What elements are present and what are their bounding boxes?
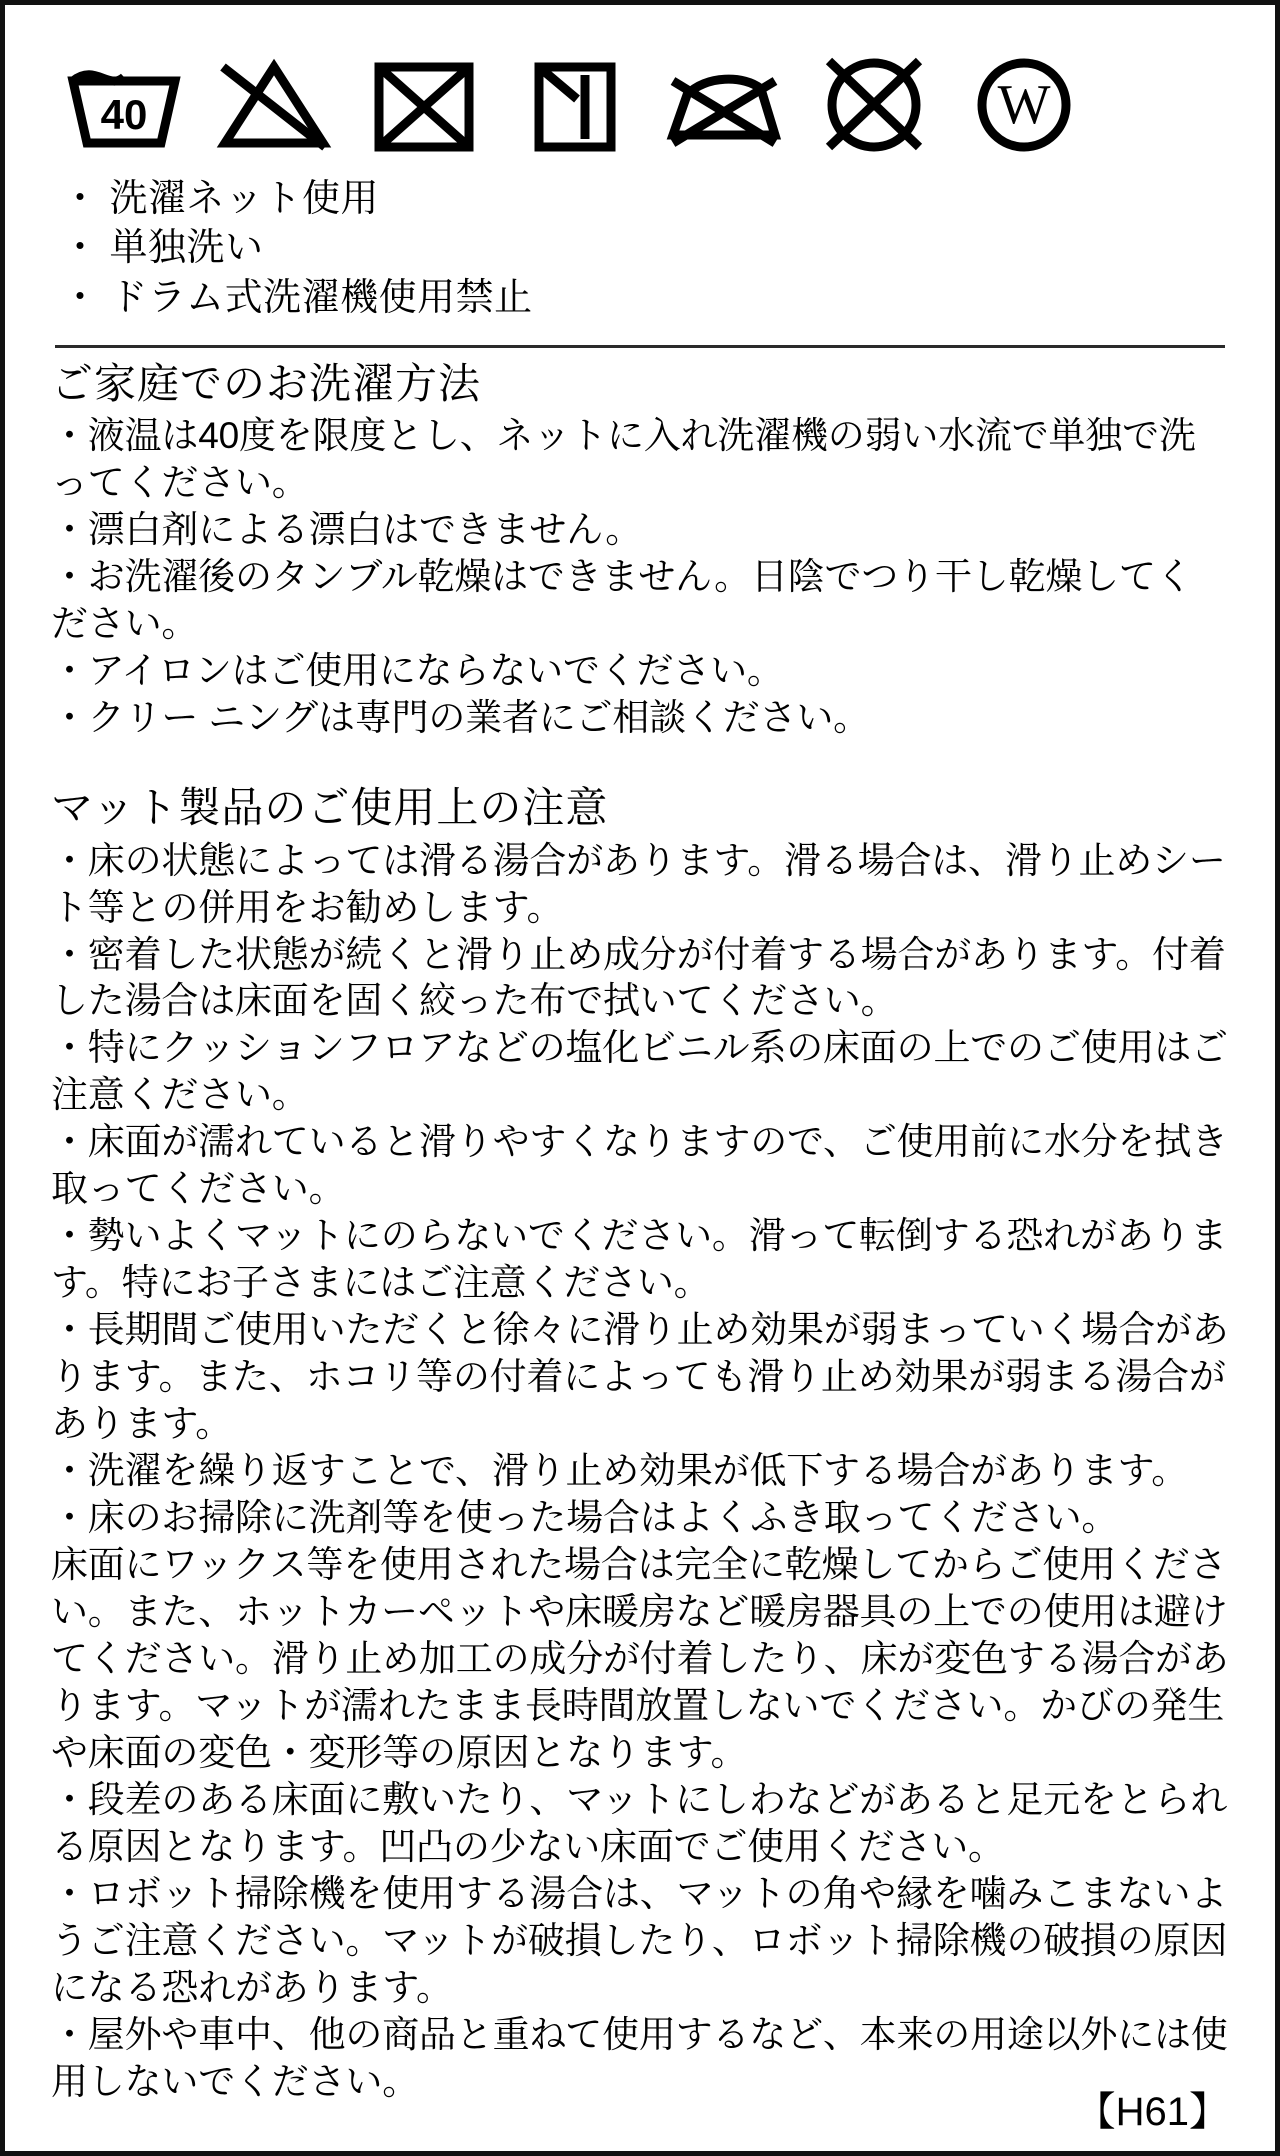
care-symbol-row — [51, 39, 1229, 161]
do-not-iron-icon — [665, 47, 783, 155]
section-title: ご家庭でのお洗濯方法 — [51, 360, 482, 408]
short-note-list — [51, 175, 1229, 323]
paragraph: ・屋外や車中、他の商品と重ねて使用するなど、本来の用途以外には使用しないでください。 — [51, 2014, 1228, 2103]
paragraph: 床面にワックス等を使用された場合は完全に乾燥してからご使用ください。また、ホットカーペットや床暖房など暖房器具の上での使用は避けてください。滑り止め加工の成分が付着したり、床が変色する湯合があります。マットが濡れたまま長時間放置しないでください。かびの発生や床面の変色・変形等の原因となります。 — [51, 1544, 1229, 1774]
list-item — [61, 274, 1229, 323]
paragraph: ・勢いよくマットにのらないでください。滑って転倒する恐れがあります。特にお子さまにはご注意ください。 — [51, 1215, 1228, 1304]
paragraph: ・漂白剤による漂白はできません。 — [51, 509, 643, 551]
paragraph: ・ロボット掃除機を使用する湯合は、マットの角や縁を噛みこまないようご注意ください。マットが破損したり、ロボット掃除機の破損の原因になる恐れがあります。 — [51, 1873, 1228, 2009]
paragraph: ・床面が濡れていると滑りやすくなりますので、ご使用前に水分を拭き取ってください。 — [51, 1121, 1228, 1210]
list-item — [61, 224, 1229, 273]
paragraph: ・長期間ご使用いただくと徐々に滑り止め効果が弱まっていく場合があります。また、ホコリ等の付着によっても滑り止め効果が弱まる湯合があります。 — [51, 1309, 1229, 1445]
wash-40-tub-icon — [65, 47, 183, 155]
paragraph: ・段差のある床面に敷いたり、マットにしわなどがあると足元をとられる原因となります。凹凸の少ない床面でご使用ください。 — [51, 1779, 1228, 1868]
section-divider — [55, 345, 1225, 348]
paragraph: ・特にクッションフロアなどの塩化ビニル系の床面の上でのご使用はご注意ください。 — [51, 1027, 1228, 1116]
wet-clean-w-icon — [965, 47, 1083, 155]
svg-text:40: 40 — [100, 91, 148, 138]
paragraph: ・洗濯を繰り返すことで、滑り止め効果が低下する場合があります。 — [51, 1450, 1189, 1492]
list-item — [61, 175, 1229, 224]
list-item-label: 単独洗い — [109, 227, 264, 270]
bullet-mark: ・ — [61, 227, 100, 270]
no-tumble-dry-square-icon — [365, 47, 483, 155]
svg-text:W: W — [997, 74, 1051, 136]
list-item-label: ドラム式洗濯機使用禁止 — [109, 276, 533, 319]
no-bleach-triangle-icon — [215, 47, 333, 155]
bullet-mark: ・ — [61, 178, 100, 220]
mat-usage-section — [51, 782, 1229, 2106]
paragraph: ・床の状態によっては滑る湯合があります。滑る場合は、滑り止めシート等との併用をお勧めします。 — [51, 839, 1226, 928]
list-item-label: 洗濯ネット使用 — [109, 178, 380, 220]
paragraph: ・床のお掃除に洗剤等を使った場合はよくふき取ってください。 — [51, 1497, 1119, 1539]
drip-dry-in-shade-icon — [515, 47, 633, 155]
paragraph: ・クリー ニングは専門の業者にご相談ください。 — [51, 697, 870, 739]
paragraph: ・液温は40度を限度とし、ネットに入れ洗濯機の弱い水流で単独で洗ってください。 — [51, 415, 1196, 504]
section-title: マット製品のご使用上の注意 — [51, 784, 609, 832]
bullet-mark: ・ — [61, 276, 100, 319]
paragraph: ・密着した状態が続くと滑り止め成分が付着する場合があります。付着した湯合は床面を固く絞った布で拭いてください。 — [51, 933, 1226, 1022]
home-wash-section — [51, 358, 1229, 742]
paragraph: ・お洗濯後のタンブル乾燥はできません。日陰でつり干し乾燥してください。 — [51, 556, 1193, 645]
do-not-dryclean-circle-icon — [815, 47, 933, 155]
paragraph: ・アイロンはご使用にならないでください。 — [51, 650, 784, 692]
label-code: 【H61】 — [1075, 2090, 1229, 2134]
